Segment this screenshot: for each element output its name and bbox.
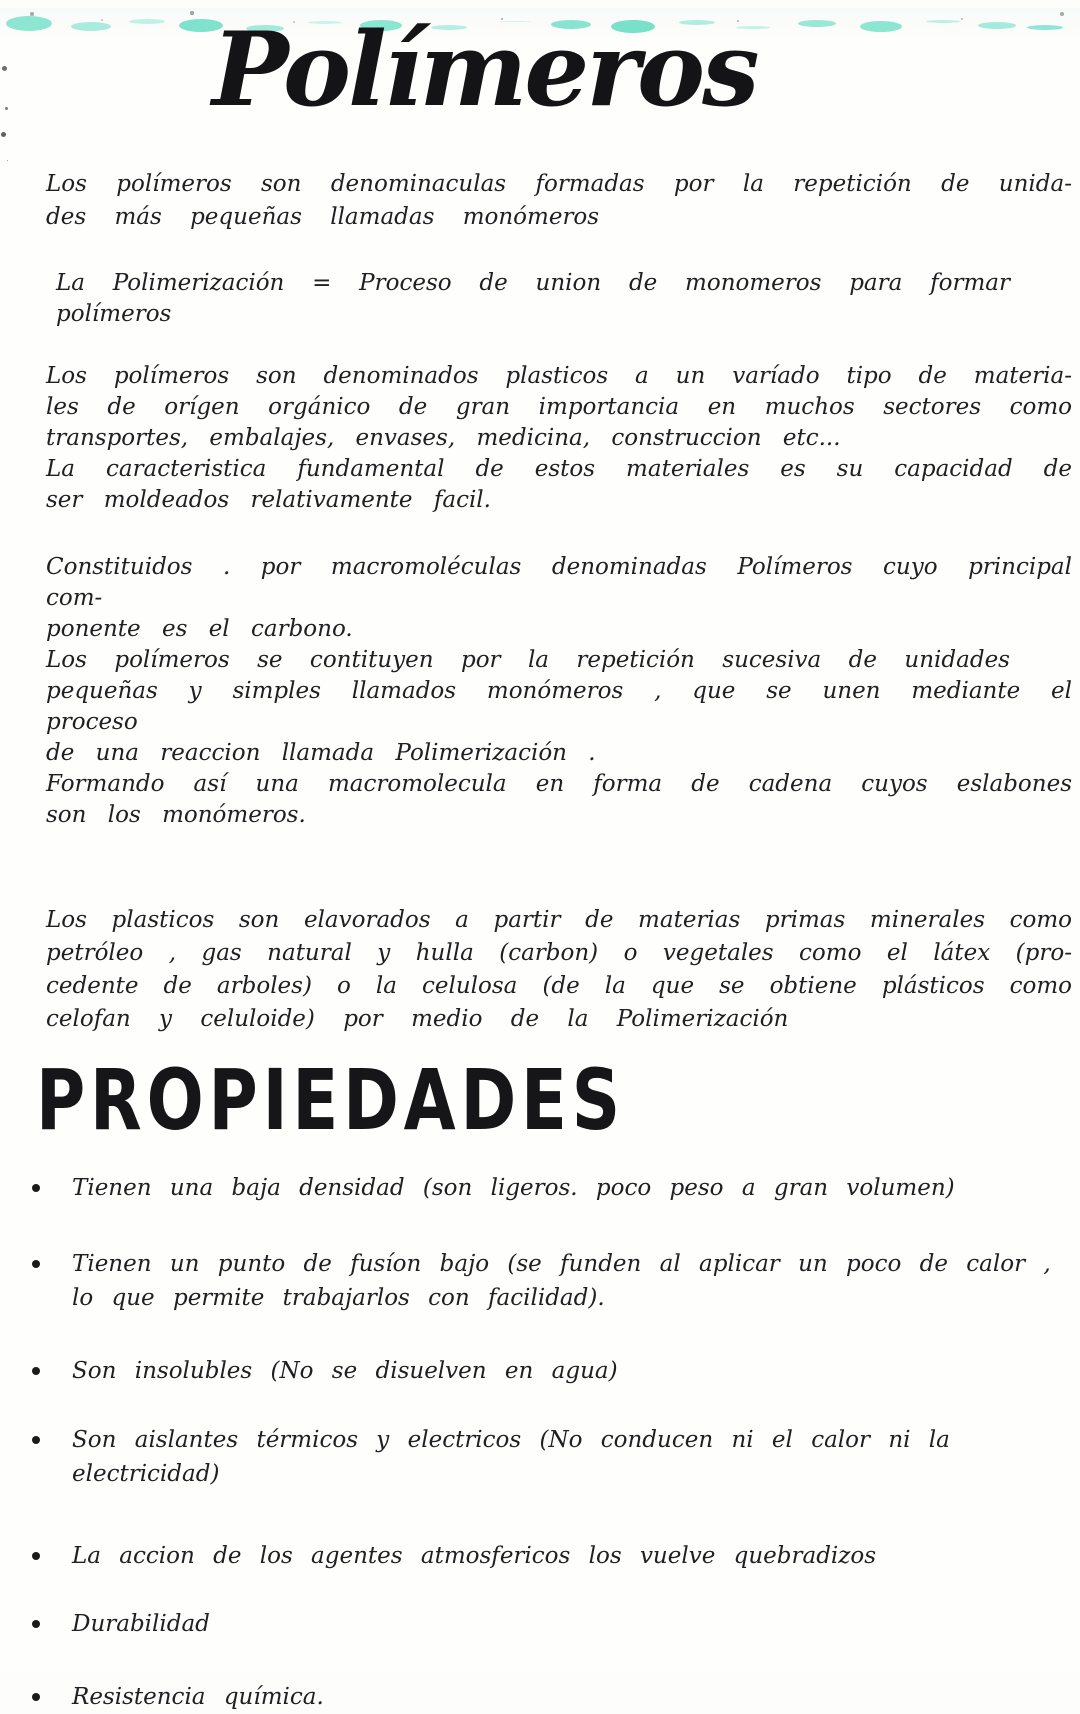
handwritten-line: de una reaccion llamada Polimerización .: [46, 740, 596, 766]
list-item: [30, 1423, 1080, 1491]
handwritten-line: celofan y celuloide) por medio de la Polimerización: [46, 1006, 789, 1032]
property-text: Son aislantes térmicos y electricos (No conducen ni el calor ni la electricidad): [72, 1427, 950, 1487]
list-item: [30, 1354, 1080, 1388]
bullet-dot: [32, 1260, 40, 1268]
handwritten-line: ser moldeados relativamente facil.: [46, 487, 491, 513]
notebook-page: [0, 8, 1080, 1710]
bullet-dot: [32, 1693, 40, 1701]
tape-speckles: [30, 12, 34, 16]
handwritten-line: les de orígen orgánico de gran importancia en muchos sectores como: [46, 394, 1072, 420]
list-item: [30, 1539, 1080, 1573]
list-item: [30, 1247, 1080, 1315]
handwritten-line: Los plasticos son elavorados a partir de materias primas minerales como: [46, 907, 1072, 933]
paragraph-constituidos: [0, 552, 1080, 831]
property-text: La accion de los agentes atmosfericos los vuelve quebradizos: [72, 1543, 877, 1569]
handwritten-line: Los polímeros son denominados plasticos a un varíado tipo de materia-: [46, 363, 1072, 389]
paragraph-elaborados: [0, 904, 1080, 1036]
bullet-dot: [32, 1367, 40, 1375]
property-text: Durabilidad: [72, 1611, 210, 1637]
property-text: Tienen un punto de fusíon bajo (se funden al aplicar un poco de calor , lo que permite trabajarlos con facilidad).: [72, 1251, 1051, 1311]
properties-heading: PROPIEDADES: [36, 1051, 625, 1149]
bullet-dot: [32, 1620, 40, 1628]
handwritten-line: petróleo , gas natural y hulla (carbon) o vegetales como el látex (pro-: [46, 940, 1072, 966]
list-item: [30, 1607, 1080, 1641]
scan-edge-marks: [2, 66, 7, 71]
list-item: [30, 1171, 1080, 1205]
bullet-dot: [32, 1436, 40, 1444]
handwritten-line: La caracteristica fundamental de estos materiales es su capacidad de: [46, 456, 1072, 482]
paragraph-plasticos: [0, 361, 1080, 516]
handwritten-line: La Polimerización = Proceso de union de monomeros para formar polímeros: [56, 270, 1010, 327]
handwritten-line: Formando así una macromolecula en forma de cadena cuyos eslabones: [46, 771, 1072, 797]
handwritten-line: son los monómeros.: [46, 802, 306, 828]
property-text: Resistencia química.: [72, 1684, 324, 1710]
handwritten-line: Los polímeros son denominaculas formadas por la repetición de unida-: [46, 171, 1072, 197]
handwritten-line: pequeñas y simples llamados monómeros , que se unen mediante el proceso: [46, 678, 1072, 735]
property-text: Son insolubles (No se disuelven en agua): [72, 1358, 618, 1384]
properties-list: [0, 1171, 1080, 1714]
tape-blob-row: [6, 16, 52, 31]
bullet-dot: [32, 1184, 40, 1192]
definition-line: [0, 268, 1080, 330]
handwritten-line: des más pequeñas llamadas monómeros: [46, 204, 600, 230]
handwritten-line: Los polímeros se contituyen por la repetición sucesiva de unidades: [46, 647, 1010, 673]
handwritten-line: ponente es el carbono.: [46, 616, 353, 642]
handwritten-line: cedente de arboles) o la celulosa (de la que se obtiene plásticos como: [46, 973, 1072, 999]
list-item: [30, 1680, 1080, 1714]
page-title: Polímeros: [212, 10, 757, 130]
handwritten-line: transportes, embalajes, envases, medicina, construccion etc...: [46, 425, 841, 451]
intro-paragraph: [0, 168, 1080, 234]
handwritten-line: Constituidos . por macromoléculas denominadas Polímeros cuyo principal com-: [46, 554, 1072, 611]
property-text: Tienen una baja densidad (son ligeros. poco peso a gran volumen): [72, 1175, 955, 1201]
bullet-dot: [32, 1552, 40, 1560]
